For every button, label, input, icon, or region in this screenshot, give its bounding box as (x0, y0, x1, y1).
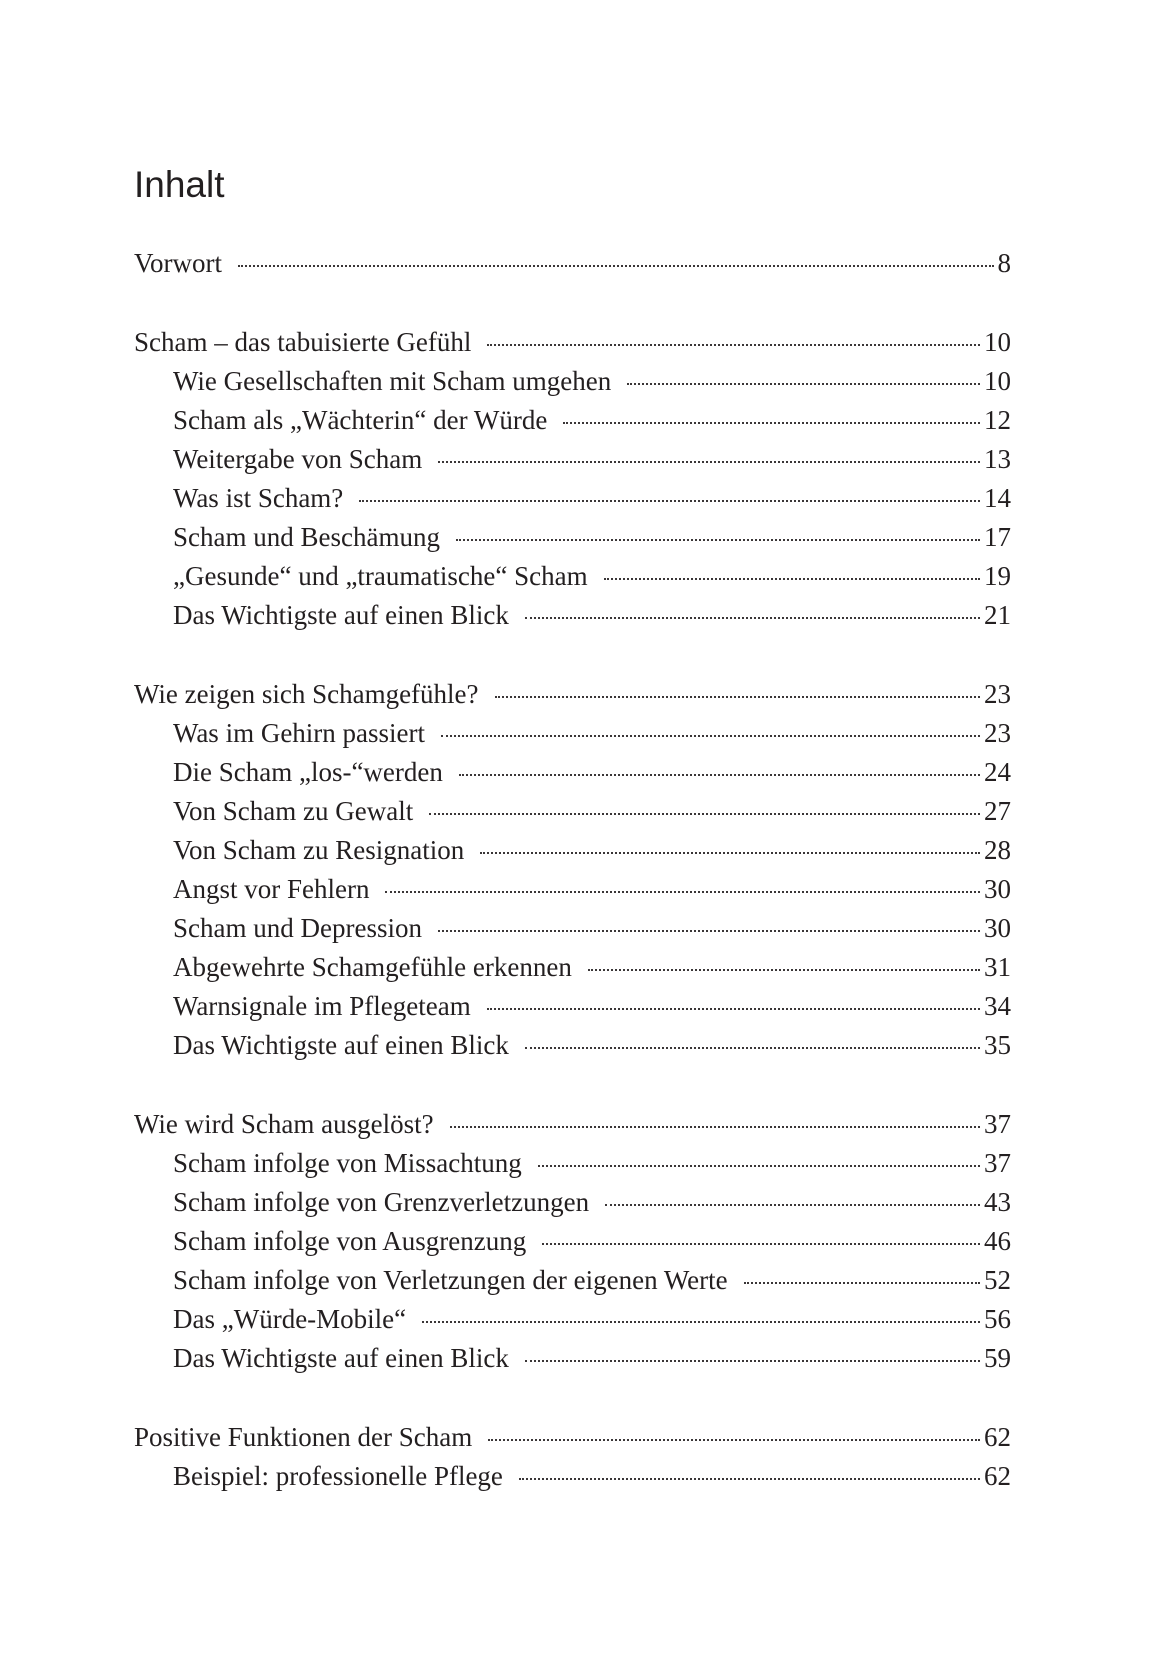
toc-subentry[interactable] (134, 1339, 1011, 1378)
toc-page-number: 37 (984, 1148, 1011, 1178)
toc-entry-title: Von Scham zu Resignation (173, 835, 465, 865)
toc-chapter-entry[interactable] (134, 323, 1011, 362)
page-title: Inhalt (134, 164, 225, 205)
toc-entry-title: Scham und Beschämung (173, 522, 440, 552)
toc-page-number: 30 (984, 874, 1011, 904)
toc-section (134, 323, 1011, 635)
toc-page-number: 52 (984, 1265, 1011, 1295)
toc-page-number: 10 (984, 327, 1011, 357)
toc-subentry[interactable] (134, 987, 1011, 1026)
toc-subentry[interactable] (134, 1144, 1011, 1183)
toc-entry-title: Beispiel: professionelle Pflege (173, 1461, 503, 1491)
dot-leader (525, 1047, 980, 1049)
toc-page-number: 56 (984, 1304, 1011, 1334)
toc-subentry[interactable] (134, 401, 1011, 440)
toc-subentry[interactable] (134, 440, 1011, 479)
toc-subentry[interactable] (134, 1261, 1011, 1300)
toc-entry-title: „Gesunde“ und „traumatische“ Scham (173, 561, 588, 591)
toc-entry-title: Positive Funktionen der Scham (134, 1422, 473, 1452)
toc-subentry[interactable] (134, 1026, 1011, 1065)
toc-entry-title: Scham infolge von Ausgrenzung (173, 1226, 527, 1256)
dot-leader (525, 617, 980, 619)
toc-page-number: 14 (984, 483, 1011, 513)
toc-subentry[interactable] (134, 792, 1011, 831)
dot-leader (459, 774, 980, 776)
toc-subentry[interactable] (134, 948, 1011, 987)
toc-section (134, 1418, 1011, 1496)
dot-leader (238, 265, 993, 267)
dot-leader (627, 383, 980, 385)
toc-subentry[interactable] (134, 557, 1011, 596)
toc-entry-title: Wie Gesellschaften mit Scham umgehen (173, 366, 612, 396)
toc-entry-title: Das Wichtigste auf einen Blick (173, 1343, 509, 1373)
toc-chapter-entry[interactable] (134, 1105, 1011, 1144)
toc-entry-title: Die Scham „los-“werden (173, 757, 443, 787)
dot-leader (588, 969, 980, 971)
toc-entry-title: Vorwort (134, 248, 223, 278)
toc-entry-title: Von Scham zu Gewalt (173, 796, 414, 826)
dot-leader (438, 930, 980, 932)
toc-page-number: 37 (984, 1109, 1011, 1139)
toc-section (134, 244, 1011, 283)
toc-page-number: 28 (984, 835, 1011, 865)
toc-entry-title: Wie zeigen sich Schamgefühle? (134, 679, 479, 709)
toc-subentry[interactable] (134, 909, 1011, 948)
toc-page-number: 23 (984, 679, 1011, 709)
dot-leader (456, 539, 980, 541)
toc-page-number: 27 (984, 796, 1011, 826)
toc-chapter-entry[interactable] (134, 244, 1011, 283)
toc-subentry[interactable] (134, 362, 1011, 401)
toc-entry-title: Warnsignale im Pflegeteam (173, 991, 471, 1021)
toc-entry-title: Das Wichtigste auf einen Blick (173, 1030, 509, 1060)
toc-subentry[interactable] (134, 753, 1011, 792)
dot-leader (604, 578, 980, 580)
dot-leader (487, 344, 980, 346)
toc-subentry[interactable] (134, 870, 1011, 909)
toc-entry-title: Scham infolge von Missachtung (173, 1148, 522, 1178)
toc-page-number: 24 (984, 757, 1011, 787)
toc-page-number: 34 (984, 991, 1011, 1021)
toc-chapter-entry[interactable] (134, 1418, 1011, 1457)
toc-entry-title: Das „Würde-Mobile“ (173, 1304, 407, 1334)
dot-leader (422, 1321, 980, 1323)
dot-leader (605, 1204, 980, 1206)
dot-leader (441, 735, 980, 737)
toc-entry-title: Scham und Depression (173, 913, 422, 943)
dot-leader (519, 1478, 980, 1480)
toc-page-number: 35 (984, 1030, 1011, 1060)
dot-leader (538, 1165, 980, 1167)
dot-leader (450, 1126, 980, 1128)
dot-leader (438, 461, 980, 463)
dot-leader (429, 813, 980, 815)
dot-leader (563, 422, 980, 424)
toc-entry-title: Weitergabe von Scham (173, 444, 423, 474)
toc-subentry[interactable] (134, 714, 1011, 753)
toc-entry-title: Was im Gehirn passiert (173, 718, 426, 748)
toc-subentry[interactable] (134, 831, 1011, 870)
dot-leader (525, 1360, 980, 1362)
toc-page-number: 21 (984, 600, 1011, 630)
toc-entry-title: Scham als „Wächterin“ der Würde (173, 405, 548, 435)
toc-page-number: 19 (984, 561, 1011, 591)
toc-page-number: 23 (984, 718, 1011, 748)
table-of-contents (134, 244, 1011, 1536)
toc-chapter-entry[interactable] (134, 675, 1011, 714)
dot-leader (480, 852, 980, 854)
toc-subentry[interactable] (134, 479, 1011, 518)
toc-entry-title: Angst vor Fehlern (173, 874, 370, 904)
toc-section (134, 1105, 1011, 1378)
toc-page-number: 17 (984, 522, 1011, 552)
toc-page-number: 62 (984, 1422, 1011, 1452)
toc-entry-title: Wie wird Scham ausgelöst? (134, 1109, 434, 1139)
toc-entry-title: Scham – das tabuisierte Gefühl (134, 327, 472, 357)
dot-leader (385, 891, 980, 893)
toc-subentry[interactable] (134, 1300, 1011, 1339)
toc-subentry[interactable] (134, 1222, 1011, 1261)
toc-entry-title: Was ist Scham? (173, 483, 344, 513)
toc-entry-title: Scham infolge von Verletzungen der eigenen Werte (173, 1265, 728, 1295)
toc-page-number: 59 (984, 1343, 1011, 1373)
toc-subentry[interactable] (134, 518, 1011, 557)
toc-section (134, 675, 1011, 1065)
toc-page-number: 13 (984, 444, 1011, 474)
toc-entry-title: Abgewehrte Schamgefühle erkennen (173, 952, 572, 982)
toc-page-number: 43 (984, 1187, 1011, 1217)
toc-page-number: 8 (997, 248, 1011, 278)
dot-leader (542, 1243, 980, 1245)
toc-entry-title: Scham infolge von Grenzverletzungen (173, 1187, 590, 1217)
toc-subentry[interactable] (134, 1183, 1011, 1222)
dot-leader (744, 1282, 980, 1284)
dot-leader (359, 500, 980, 502)
toc-page-number: 30 (984, 913, 1011, 943)
toc-page-number: 46 (984, 1226, 1011, 1256)
toc-page-number: 31 (984, 952, 1011, 982)
toc-page-number: 10 (984, 366, 1011, 396)
dot-leader (487, 1008, 980, 1010)
toc-subentry[interactable] (134, 1457, 1011, 1496)
toc-entry-title: Das Wichtigste auf einen Blick (173, 600, 509, 630)
toc-page-number: 62 (984, 1461, 1011, 1491)
toc-subentry[interactable] (134, 596, 1011, 635)
dot-leader (495, 696, 980, 698)
toc-page-number: 12 (984, 405, 1011, 435)
dot-leader (488, 1439, 980, 1441)
